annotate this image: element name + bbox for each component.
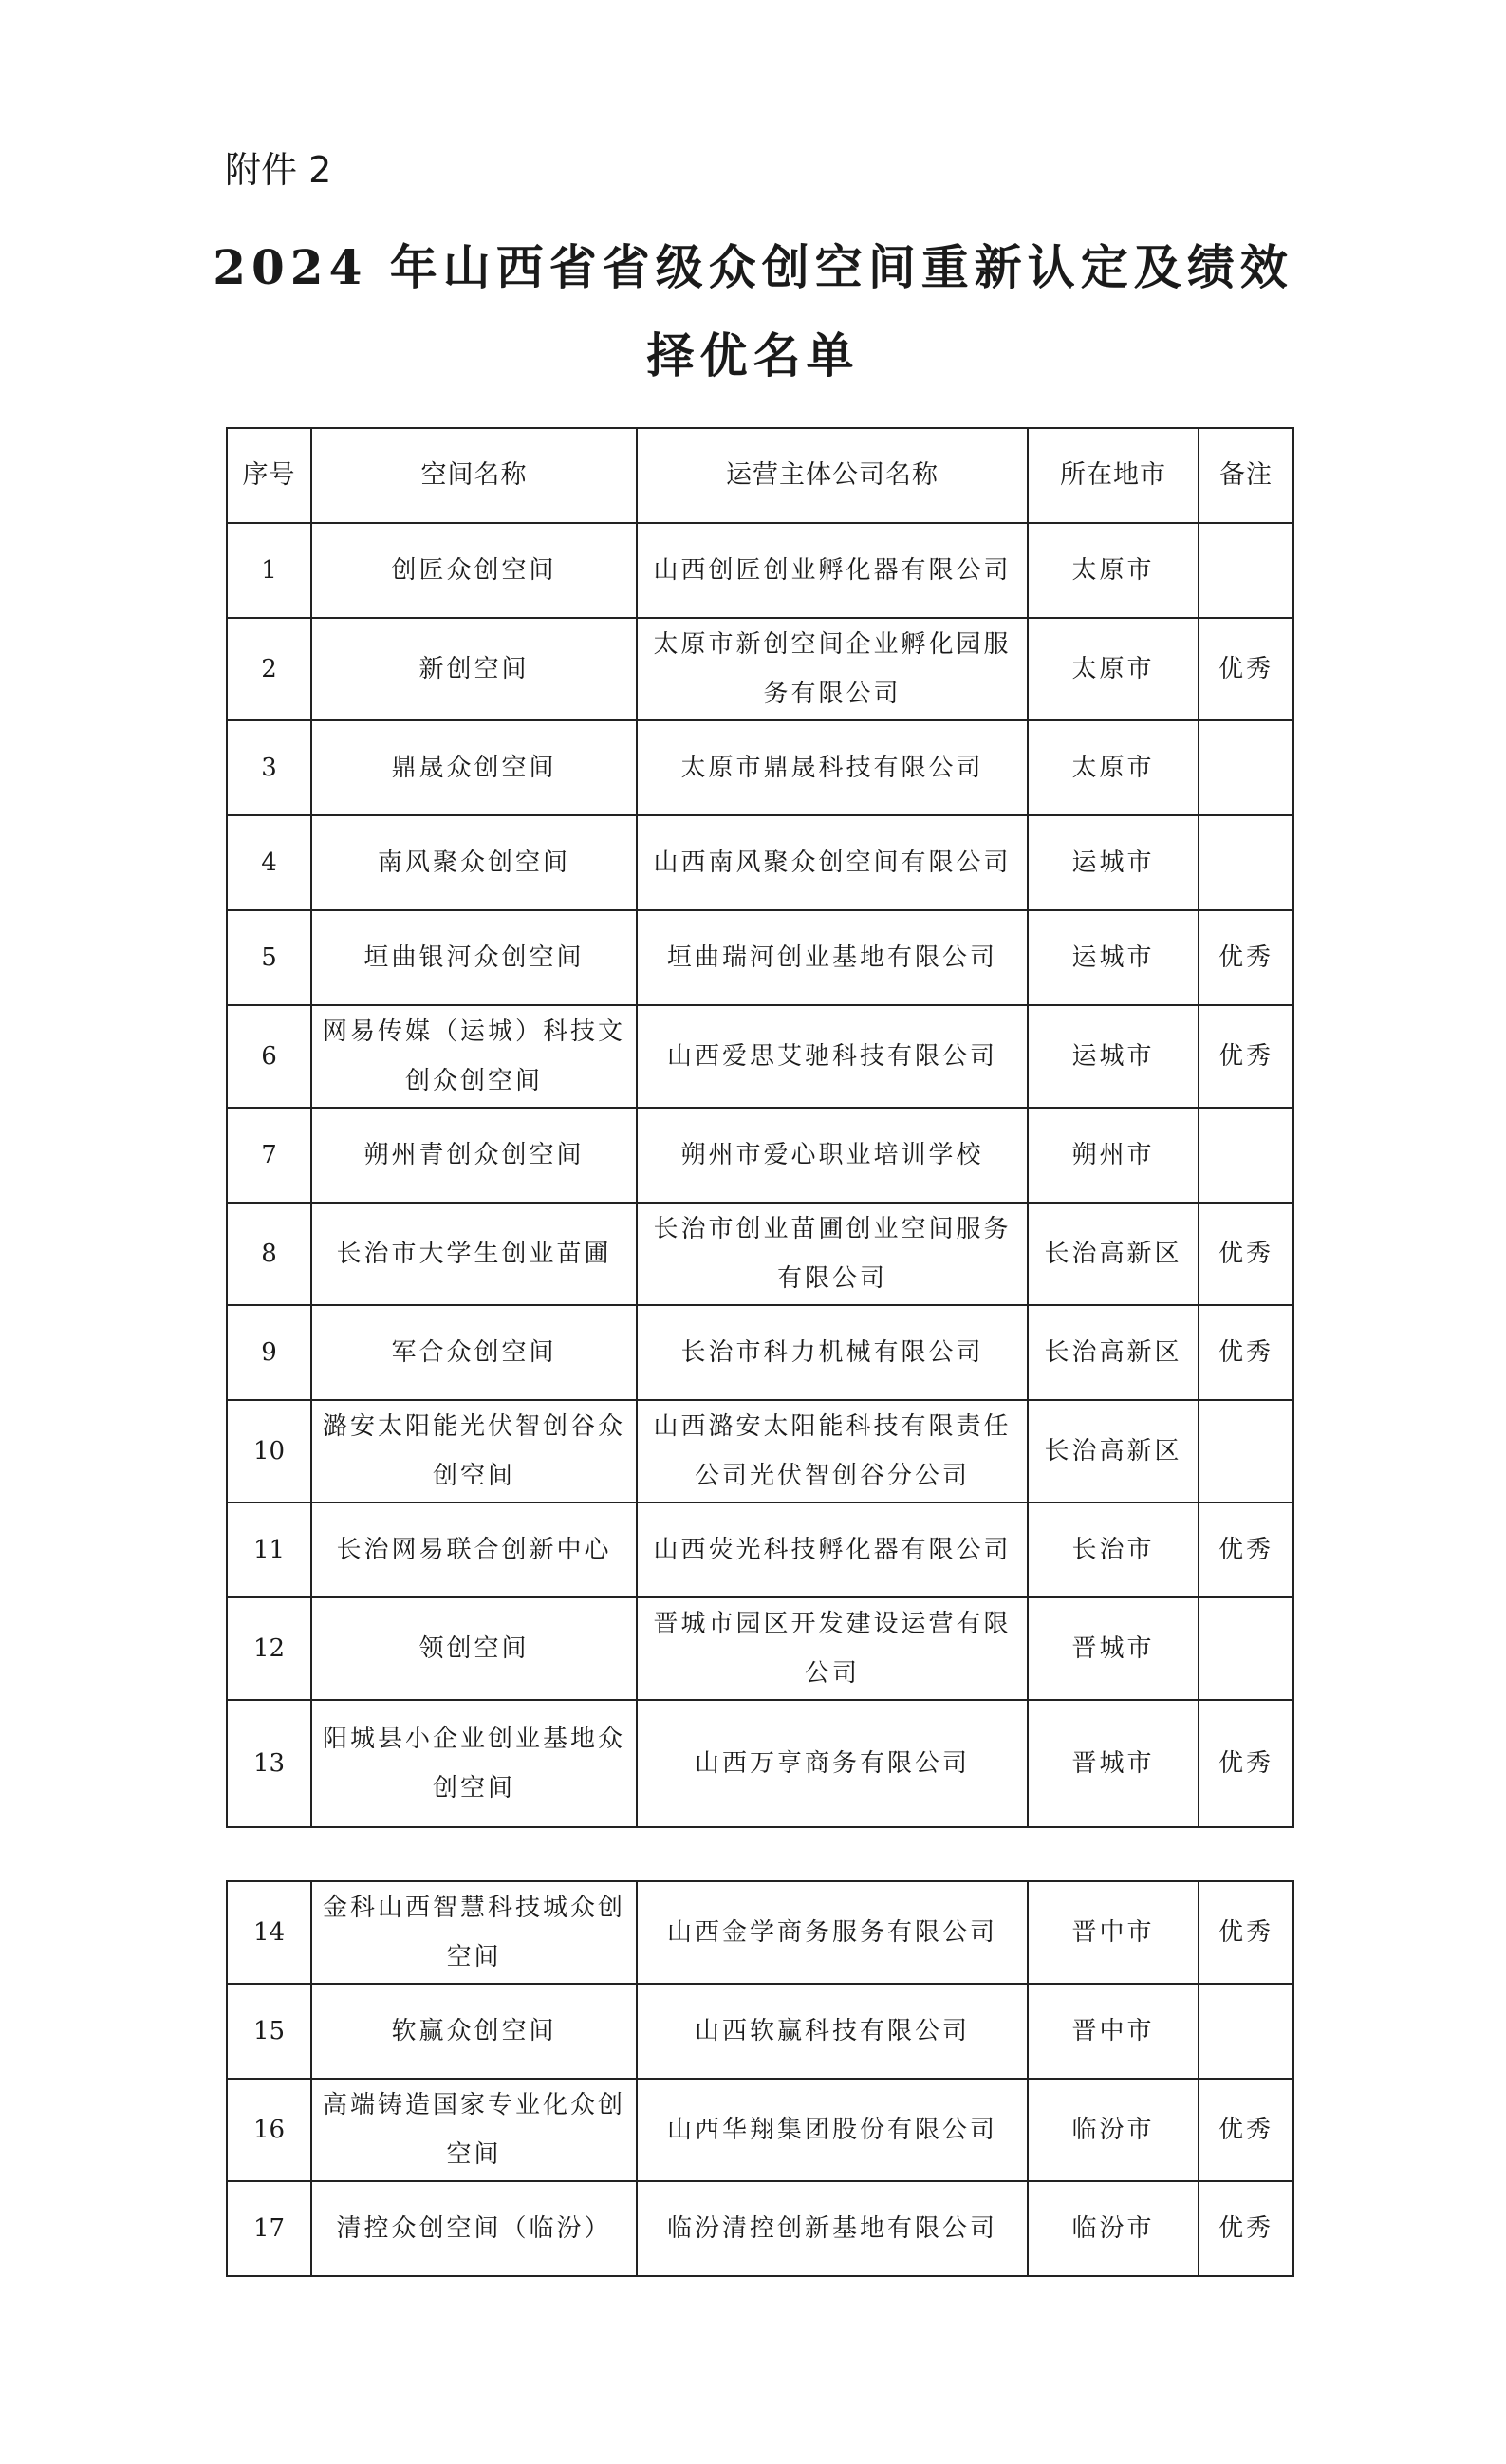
cell-space: 长治市大学生创业苗圃	[311, 1203, 637, 1305]
cell-note	[1199, 1984, 1293, 2079]
cell-city: 运城市	[1028, 815, 1199, 910]
cell-city: 晋城市	[1028, 1700, 1199, 1827]
cell-space: 鼎晟众创空间	[311, 720, 637, 815]
cell-note: 优秀	[1199, 1305, 1293, 1400]
cell-company: 山西爱思艾驰科技有限公司	[637, 1005, 1028, 1108]
cell-city: 长治高新区	[1028, 1400, 1199, 1503]
document-title-line2: 择优名单	[646, 327, 860, 383]
cell-company: 山西软赢科技有限公司	[637, 1984, 1028, 2079]
cell-no: 9	[227, 1305, 311, 1400]
table-row	[227, 1005, 1293, 1108]
cell-city: 临汾市	[1028, 2181, 1199, 2276]
table-row	[227, 1597, 1293, 1700]
table-row	[227, 815, 1293, 910]
cell-note	[1199, 720, 1293, 815]
cell-no: 7	[227, 1108, 311, 1203]
cell-company: 山西潞安太阳能科技有限责任公司光伏智创谷分公司	[637, 1400, 1028, 1503]
cell-no: 13	[227, 1700, 311, 1827]
header-city: 所在地市	[1028, 428, 1199, 523]
cell-no: 6	[227, 1005, 311, 1108]
cell-city: 太原市	[1028, 720, 1199, 815]
list-table-part1	[226, 427, 1294, 1828]
cell-note: 优秀	[1199, 1700, 1293, 1827]
cell-no: 5	[227, 910, 311, 1005]
cell-space: 领创空间	[311, 1597, 637, 1700]
cell-note	[1199, 523, 1293, 618]
cell-no: 4	[227, 815, 311, 910]
cell-space: 软赢众创空间	[311, 1984, 637, 2079]
cell-no: 14	[227, 1881, 311, 1984]
cell-city: 临汾市	[1028, 2079, 1199, 2181]
cell-no: 15	[227, 1984, 311, 2079]
table-row	[227, 1984, 1293, 2079]
cell-space: 新创空间	[311, 618, 637, 720]
cell-city: 长治高新区	[1028, 1203, 1199, 1305]
table-row	[227, 1108, 1293, 1203]
cell-company: 垣曲瑞河创业基地有限公司	[637, 910, 1028, 1005]
cell-space: 网易传媒（运城）科技文创众创空间	[311, 1005, 637, 1108]
cell-space: 朔州青创众创空间	[311, 1108, 637, 1203]
header-no: 序号	[227, 428, 311, 523]
table-row	[227, 1203, 1293, 1305]
cell-note	[1199, 1597, 1293, 1700]
cell-company: 晋城市园区开发建设运营有限公司	[637, 1597, 1028, 1700]
cell-note: 优秀	[1199, 910, 1293, 1005]
table-row	[227, 1881, 1293, 1984]
table-row	[227, 618, 1293, 720]
cell-company: 太原市新创空间企业孵化园服务有限公司	[637, 618, 1028, 720]
cell-note: 优秀	[1199, 2079, 1293, 2181]
cell-note: 优秀	[1199, 1503, 1293, 1597]
cell-city: 长治高新区	[1028, 1305, 1199, 1400]
table-row	[227, 1700, 1293, 1827]
cell-city: 晋城市	[1028, 1597, 1199, 1700]
cell-no: 17	[227, 2181, 311, 2276]
table-header-row	[227, 428, 1293, 523]
cell-note	[1199, 815, 1293, 910]
cell-company: 山西创匠创业孵化器有限公司	[637, 523, 1028, 618]
cell-space: 阳城县小企业创业基地众创空间	[311, 1700, 637, 1827]
cell-note: 优秀	[1199, 1881, 1293, 1984]
table-row	[227, 2079, 1293, 2181]
cell-company: 山西南风聚众创空间有限公司	[637, 815, 1028, 910]
cell-city: 太原市	[1028, 618, 1199, 720]
header-company: 运营主体公司名称	[637, 428, 1028, 523]
attachment-label: 附件 2	[225, 149, 332, 191]
cell-city: 太原市	[1028, 523, 1199, 618]
cell-space: 长治网易联合创新中心	[311, 1503, 637, 1597]
cell-company: 长治市科力机械有限公司	[637, 1305, 1028, 1400]
cell-city: 晋中市	[1028, 1984, 1199, 2079]
cell-note: 优秀	[1199, 618, 1293, 720]
cell-no: 8	[227, 1203, 311, 1305]
cell-no: 11	[227, 1503, 311, 1597]
cell-no: 12	[227, 1597, 311, 1700]
cell-space: 南风聚众创空间	[311, 815, 637, 910]
cell-company: 临汾清控创新基地有限公司	[637, 2181, 1028, 2276]
cell-no: 10	[227, 1400, 311, 1503]
cell-company: 朔州市爱心职业培训学校	[637, 1108, 1028, 1203]
cell-note: 优秀	[1199, 1005, 1293, 1108]
cell-company: 山西金学商务服务有限公司	[637, 1881, 1028, 1984]
cell-city: 晋中市	[1028, 1881, 1199, 1984]
header-note: 备注	[1199, 428, 1293, 523]
cell-space: 高端铸造国家专业化众创空间	[311, 2079, 637, 2181]
cell-no: 3	[227, 720, 311, 815]
list-table-part2	[226, 1880, 1294, 2277]
table-row	[227, 720, 1293, 815]
cell-no: 2	[227, 618, 311, 720]
cell-space: 军合众创空间	[311, 1305, 637, 1400]
cell-city: 长治市	[1028, 1503, 1199, 1597]
cell-company: 长治市创业苗圃创业空间服务有限公司	[637, 1203, 1028, 1305]
cell-space: 清控众创空间（临汾）	[311, 2181, 637, 2276]
cell-city: 朔州市	[1028, 1108, 1199, 1203]
cell-city: 运城市	[1028, 910, 1199, 1005]
cell-city: 运城市	[1028, 1005, 1199, 1108]
table-row	[227, 523, 1293, 618]
table-row	[227, 2181, 1293, 2276]
cell-note: 优秀	[1199, 1203, 1293, 1305]
cell-space: 创匠众创空间	[311, 523, 637, 618]
cell-note: 优秀	[1199, 2181, 1293, 2276]
cell-space: 金科山西智慧科技城众创空间	[311, 1881, 637, 1984]
table-row	[227, 910, 1293, 1005]
cell-company: 山西万亨商务有限公司	[637, 1700, 1028, 1827]
document-title-line1: 2024 年山西省省级众创空间重新认定及绩效	[213, 239, 1293, 295]
cell-no: 1	[227, 523, 311, 618]
cell-company: 山西荧光科技孵化器有限公司	[637, 1503, 1028, 1597]
table-row	[227, 1400, 1293, 1503]
table-row	[227, 1305, 1293, 1400]
header-space: 空间名称	[311, 428, 637, 523]
cell-note	[1199, 1400, 1293, 1503]
cell-space: 垣曲银河众创空间	[311, 910, 637, 1005]
cell-company: 山西华翔集团股份有限公司	[637, 2079, 1028, 2181]
table-row	[227, 1503, 1293, 1597]
cell-company: 太原市鼎晟科技有限公司	[637, 720, 1028, 815]
cell-note	[1199, 1108, 1293, 1203]
cell-space: 潞安太阳能光伏智创谷众创空间	[311, 1400, 637, 1503]
cell-no: 16	[227, 2079, 311, 2181]
